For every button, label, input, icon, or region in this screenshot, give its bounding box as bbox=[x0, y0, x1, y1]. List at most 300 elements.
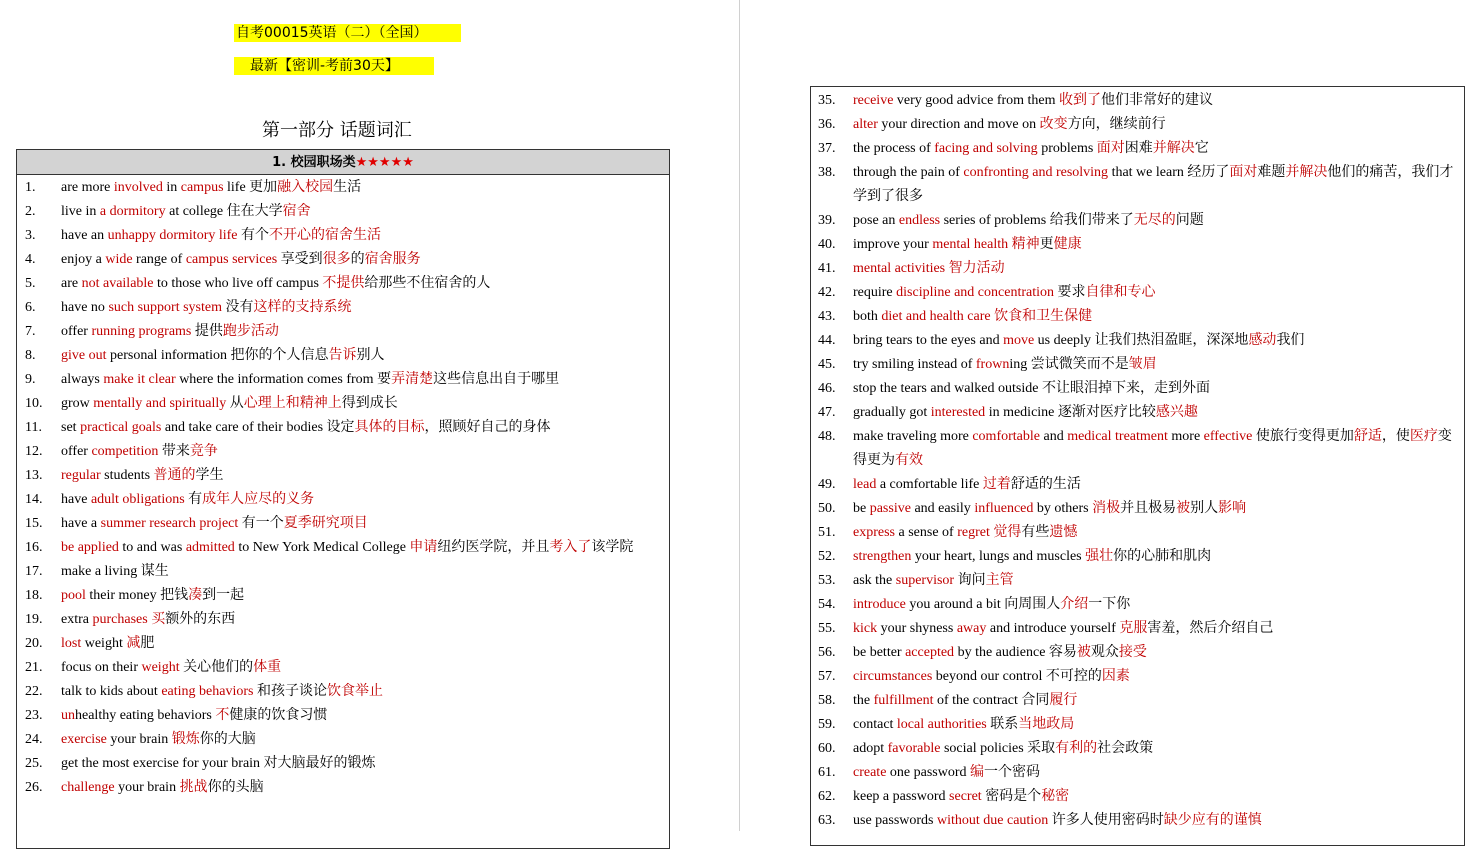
star-rating: ★★★★★ bbox=[355, 155, 414, 170]
text-segment: a sense of bbox=[895, 525, 958, 540]
vocab-item bbox=[17, 344, 669, 368]
item-number: 57. bbox=[818, 669, 836, 684]
vocab-item bbox=[17, 176, 669, 200]
keyword-segment: supervisor bbox=[895, 573, 955, 588]
keyword-segment: 智力活动 bbox=[948, 261, 1005, 276]
text-segment: 的 bbox=[350, 252, 365, 267]
item-number: 3. bbox=[25, 228, 36, 243]
text-segment: to New York Medical College bbox=[234, 540, 410, 555]
item-text bbox=[61, 368, 669, 392]
item-text bbox=[61, 512, 669, 536]
keyword-segment: 强壮 bbox=[1085, 549, 1114, 564]
vocab-item bbox=[811, 377, 1464, 401]
item-text bbox=[853, 713, 1464, 737]
vocab-table-right bbox=[810, 86, 1465, 846]
text-segment: require bbox=[853, 285, 897, 300]
item-number: 49. bbox=[818, 477, 836, 492]
item-number: 21. bbox=[25, 660, 43, 675]
keyword-segment: make it clear bbox=[103, 372, 176, 387]
text-segment: the process of bbox=[853, 141, 935, 156]
text-segment: have an bbox=[61, 228, 108, 243]
text-segment: 密码是个 bbox=[981, 789, 1042, 804]
item-text bbox=[853, 761, 1464, 785]
keyword-segment: 考入了 bbox=[549, 540, 592, 555]
keyword-segment: receive bbox=[853, 93, 894, 108]
item-text bbox=[61, 296, 669, 320]
vocab-item bbox=[811, 161, 1464, 209]
text-segment: your direction and move on bbox=[877, 117, 1040, 132]
item-number: 39. bbox=[818, 213, 836, 228]
keyword-segment: 遗憾 bbox=[1049, 525, 1078, 540]
keyword-segment: weight bbox=[141, 660, 180, 675]
keyword-segment: 收到了 bbox=[1059, 93, 1102, 108]
keyword-segment: 改变 bbox=[1039, 117, 1068, 132]
text-segment: grow bbox=[61, 396, 94, 411]
item-number: 4. bbox=[25, 252, 36, 267]
vocab-item bbox=[17, 560, 669, 584]
text-segment: 你的心肺和肌肉 bbox=[1113, 549, 1212, 564]
text-segment: live in bbox=[61, 204, 100, 219]
vocab-item bbox=[811, 233, 1464, 257]
keyword-segment: competition bbox=[91, 444, 159, 459]
vocab-item bbox=[17, 656, 669, 680]
item-text bbox=[853, 785, 1464, 809]
vocab-item bbox=[17, 296, 669, 320]
item-text bbox=[853, 161, 1464, 209]
keyword-segment: practical goals bbox=[80, 420, 162, 435]
item-number: 35. bbox=[818, 93, 836, 108]
text-segment: at college 住在大学 bbox=[165, 204, 283, 219]
item-text bbox=[61, 680, 669, 704]
keyword-segment: 舒适 bbox=[1353, 429, 1382, 444]
text-segment: range of bbox=[132, 252, 186, 267]
text-segment: series of problems 给我们带来了 bbox=[940, 213, 1134, 228]
keyword-segment: strengthen bbox=[853, 549, 912, 564]
item-text bbox=[853, 137, 1464, 161]
keyword-segment: diet and health care bbox=[881, 309, 991, 324]
keyword-segment: lead bbox=[853, 477, 877, 492]
vocab-item bbox=[17, 272, 669, 296]
keyword-segment: 健康 bbox=[1053, 237, 1082, 252]
text-segment: and bbox=[1039, 429, 1068, 444]
topic-header bbox=[17, 150, 669, 175]
keyword-segment: 精神 bbox=[1011, 237, 1040, 252]
keyword-segment: frown bbox=[975, 357, 1010, 372]
vocab-item bbox=[811, 497, 1464, 521]
item-number: 52. bbox=[818, 549, 836, 564]
keyword-segment: campus bbox=[180, 180, 224, 195]
text-segment: 害羞，然后介绍自己 bbox=[1147, 621, 1274, 636]
text-segment: pose an bbox=[853, 213, 899, 228]
text-segment: be better bbox=[853, 645, 906, 660]
keyword-segment: give out bbox=[61, 348, 107, 363]
item-text bbox=[853, 233, 1464, 257]
item-text bbox=[853, 473, 1464, 497]
keyword-segment: 很多 bbox=[322, 252, 351, 267]
keyword-segment: 主管 bbox=[985, 573, 1014, 588]
text-segment: get the most exercise for your brain 对大脑最好的锻炼 bbox=[61, 756, 376, 771]
keyword-segment: alter bbox=[853, 117, 878, 132]
item-text bbox=[853, 113, 1464, 137]
keyword-segment: challenge bbox=[61, 780, 115, 795]
vocab-item bbox=[811, 545, 1464, 569]
keyword-segment: regular bbox=[61, 468, 101, 483]
keyword-segment: 接受 bbox=[1118, 645, 1147, 660]
text-segment: the bbox=[853, 693, 874, 708]
keyword-segment: 因素 bbox=[1101, 669, 1130, 684]
keyword-segment: 有效 bbox=[895, 453, 923, 468]
vocab-item bbox=[17, 536, 669, 560]
text-segment: use passwords bbox=[853, 813, 937, 828]
keyword-segment: 履行 bbox=[1049, 693, 1078, 708]
item-text bbox=[61, 320, 669, 344]
item-text bbox=[853, 257, 1464, 281]
text-segment: 要求 bbox=[1054, 285, 1086, 300]
item-text bbox=[61, 704, 669, 728]
text-segment: 询问 bbox=[954, 573, 986, 588]
item-number: 18. bbox=[25, 588, 43, 603]
item-number: 48. bbox=[818, 429, 836, 444]
vocab-item bbox=[811, 593, 1464, 617]
item-number: 15. bbox=[25, 516, 43, 531]
item-text bbox=[853, 737, 1464, 761]
text-segment: gradually got bbox=[853, 405, 931, 420]
vocab-item bbox=[811, 89, 1464, 113]
text-segment: 使旅行变得更加 bbox=[1252, 429, 1354, 444]
keyword-segment: 成年人应尽的义务 bbox=[202, 492, 315, 507]
keyword-segment: 夏季研究项目 bbox=[283, 516, 368, 531]
item-number: 58. bbox=[818, 693, 836, 708]
vocab-item bbox=[17, 416, 669, 440]
text-segment: by the audience 容易 bbox=[954, 645, 1077, 660]
text-segment: always bbox=[61, 372, 104, 387]
keyword-segment: 不开心的宿舍生活 bbox=[269, 228, 382, 243]
item-text bbox=[853, 353, 1464, 377]
text-segment: of the contract 合同 bbox=[933, 693, 1050, 708]
vocab-item bbox=[17, 584, 669, 608]
keyword-segment: 跑步活动 bbox=[222, 324, 279, 339]
text-segment: 额外的东西 bbox=[165, 612, 236, 627]
vocab-item bbox=[17, 392, 669, 416]
keyword-segment: purchases bbox=[92, 612, 148, 627]
text-segment: 困难 bbox=[1124, 141, 1153, 156]
text-segment: students bbox=[100, 468, 154, 483]
keyword-segment: medical treatment bbox=[1067, 429, 1168, 444]
vocab-item bbox=[811, 137, 1464, 161]
item-text bbox=[61, 560, 669, 584]
item-number: 20. bbox=[25, 636, 43, 651]
keyword-segment: 宿舍 bbox=[282, 204, 311, 219]
item-text bbox=[61, 752, 669, 776]
keyword-segment: 申请 bbox=[409, 540, 438, 555]
item-text bbox=[61, 488, 669, 512]
vocab-item bbox=[811, 257, 1464, 281]
vocab-list-right bbox=[811, 87, 1464, 833]
text-segment: ing 尝试微笑而不是 bbox=[1009, 357, 1129, 372]
item-number: 56. bbox=[818, 645, 836, 660]
text-segment: are bbox=[61, 276, 82, 291]
item-text bbox=[61, 248, 669, 272]
item-number: 37. bbox=[818, 141, 836, 156]
text-segment: talk to kids about bbox=[61, 684, 162, 699]
text-segment: and introduce yourself bbox=[986, 621, 1120, 636]
item-text bbox=[61, 416, 669, 440]
item-text bbox=[853, 569, 1464, 593]
item-number: 10. bbox=[25, 396, 43, 411]
keyword-segment: 挑战 bbox=[179, 780, 208, 795]
keyword-segment: effective bbox=[1203, 429, 1253, 444]
vocab-item bbox=[811, 353, 1464, 377]
keyword-segment: campus services bbox=[185, 252, 278, 267]
keyword-segment: be applied bbox=[61, 540, 119, 555]
text-segment: 社会政策 bbox=[1097, 741, 1154, 756]
item-text bbox=[61, 608, 669, 632]
text-segment: 该学院 bbox=[591, 540, 634, 555]
item-number: 54. bbox=[818, 597, 836, 612]
keyword-segment: fulfillment bbox=[873, 693, 934, 708]
text-segment: ask the bbox=[853, 573, 896, 588]
keyword-segment: summer research project bbox=[100, 516, 239, 531]
item-text bbox=[853, 665, 1464, 689]
item-number: 62. bbox=[818, 789, 836, 804]
vocab-item bbox=[17, 440, 669, 464]
text-segment: 有一个 bbox=[238, 516, 284, 531]
text-segment: through the pain of bbox=[853, 165, 964, 180]
item-text bbox=[853, 329, 1464, 353]
text-segment: 得到成长 bbox=[341, 396, 398, 411]
vocab-item bbox=[17, 248, 669, 272]
keyword-segment: wide bbox=[105, 252, 133, 267]
keyword-segment: 锻炼 bbox=[171, 732, 200, 747]
text-segment: 肥 bbox=[140, 636, 155, 651]
keyword-segment: 凑 bbox=[188, 588, 203, 603]
text-segment: to those who live off campus bbox=[153, 276, 323, 291]
keyword-segment: exercise bbox=[61, 732, 107, 747]
item-text bbox=[853, 809, 1464, 833]
text-segment: extra bbox=[61, 612, 93, 627]
keyword-segment: without due caution bbox=[937, 813, 1049, 828]
item-text bbox=[853, 425, 1464, 473]
keyword-segment: 买 bbox=[151, 612, 166, 627]
item-number: 36. bbox=[818, 117, 836, 132]
item-number: 7. bbox=[25, 324, 36, 339]
text-segment: 和孩子谈论 bbox=[253, 684, 327, 699]
topic-label: 1. 校园职场类 bbox=[272, 155, 356, 170]
item-text bbox=[61, 344, 669, 368]
vocab-item bbox=[17, 512, 669, 536]
text-segment: offer bbox=[61, 324, 92, 339]
text-segment: their money 把钱 bbox=[85, 588, 189, 603]
text-segment: 健康的饮食习惯 bbox=[229, 708, 328, 723]
keyword-segment: 过着 bbox=[982, 477, 1011, 492]
item-number: 51. bbox=[818, 525, 836, 540]
text-segment: 观众 bbox=[1090, 645, 1119, 660]
text-segment: ，使 bbox=[1381, 429, 1410, 444]
item-number: 1. bbox=[25, 180, 36, 195]
text-segment: make a living 谋生 bbox=[61, 564, 169, 579]
item-number: 24. bbox=[25, 732, 43, 747]
keyword-segment: 感兴趣 bbox=[1155, 405, 1198, 420]
keyword-segment: create bbox=[853, 765, 887, 780]
keyword-segment: 感动 bbox=[1248, 333, 1277, 348]
text-segment: that we learn 经历了 bbox=[1108, 165, 1230, 180]
item-text bbox=[61, 176, 669, 200]
item-number: 11. bbox=[25, 420, 42, 435]
text-segment: 一个密码 bbox=[984, 765, 1041, 780]
vocab-item bbox=[811, 281, 1464, 305]
vocab-item bbox=[811, 113, 1464, 137]
item-text bbox=[61, 224, 669, 248]
text-segment: 变得更为 bbox=[853, 429, 1452, 468]
keyword-segment: 医疗 bbox=[1409, 429, 1438, 444]
vocab-item bbox=[811, 305, 1464, 329]
keyword-segment: 编 bbox=[970, 765, 985, 780]
text-segment: where the information comes from 要 bbox=[175, 372, 392, 387]
text-segment: your brain bbox=[106, 732, 172, 747]
keyword-segment: favorable bbox=[887, 741, 941, 756]
item-text bbox=[853, 305, 1464, 329]
keyword-segment: comfortable bbox=[972, 429, 1040, 444]
keyword-segment: confronting and resolving bbox=[963, 165, 1109, 180]
text-segment: 你的大脑 bbox=[199, 732, 256, 747]
item-number: 23. bbox=[25, 708, 43, 723]
item-number: 26. bbox=[25, 780, 43, 795]
keyword-segment: 秘密 bbox=[1041, 789, 1070, 804]
keyword-segment: 消极 bbox=[1092, 501, 1121, 516]
item-number: 12. bbox=[25, 444, 43, 459]
text-segment: to and was bbox=[118, 540, 186, 555]
keyword-segment: 心理上和精神上 bbox=[243, 396, 342, 411]
item-text bbox=[853, 521, 1464, 545]
item-number: 50. bbox=[818, 501, 836, 516]
vocab-item bbox=[811, 809, 1464, 833]
item-number: 41. bbox=[818, 261, 836, 276]
keyword-segment: such support system bbox=[108, 300, 222, 315]
item-number: 16. bbox=[25, 540, 43, 555]
keyword-segment: introduce bbox=[853, 597, 906, 612]
item-text bbox=[61, 728, 669, 752]
item-number: 2. bbox=[25, 204, 36, 219]
text-segment: 舒适的生活 bbox=[1010, 477, 1081, 492]
vocab-item bbox=[811, 665, 1464, 689]
vocab-item bbox=[811, 617, 1464, 641]
keyword-segment: mental activities bbox=[853, 261, 946, 276]
keyword-segment: 融入校园 bbox=[277, 180, 334, 195]
keyword-segment: not available bbox=[81, 276, 154, 291]
keyword-segment: 面对 bbox=[1096, 141, 1125, 156]
item-text bbox=[61, 584, 669, 608]
keyword-segment: eating behaviors bbox=[161, 684, 254, 699]
item-number: 46. bbox=[818, 381, 836, 396]
text-segment: 生活 bbox=[333, 180, 362, 195]
vocab-item bbox=[17, 704, 669, 728]
text-segment: 有个 bbox=[237, 228, 270, 243]
keyword-segment: move bbox=[1003, 333, 1035, 348]
item-number: 60. bbox=[818, 741, 836, 756]
text-segment: personal information 把你的个人信息 bbox=[106, 348, 329, 363]
text-segment: 一下你 bbox=[1088, 597, 1131, 612]
text-segment: 别人 bbox=[1190, 501, 1219, 516]
item-number: 47. bbox=[818, 405, 836, 420]
text-segment: 这些信息出自于哪里 bbox=[433, 372, 560, 387]
vocab-item bbox=[811, 569, 1464, 593]
item-text bbox=[61, 464, 669, 488]
vocab-item bbox=[17, 680, 669, 704]
item-number: 38. bbox=[818, 165, 836, 180]
keyword-segment: 具体的目标 bbox=[354, 420, 425, 435]
document-subtitle: 最新【密训-考前30天】 bbox=[234, 57, 434, 75]
text-segment: focus on their bbox=[61, 660, 142, 675]
keyword-segment: interested bbox=[930, 405, 986, 420]
text-segment: 许多人使用密码时 bbox=[1048, 813, 1164, 828]
item-text bbox=[61, 200, 669, 224]
item-number: 5. bbox=[25, 276, 36, 291]
keyword-segment: influenced bbox=[974, 501, 1034, 516]
vocab-item bbox=[811, 401, 1464, 425]
item-number: 43. bbox=[818, 309, 836, 324]
item-number: 59. bbox=[818, 717, 836, 732]
text-segment: 没有 bbox=[222, 300, 254, 315]
item-text bbox=[853, 617, 1464, 641]
item-number: 25. bbox=[25, 756, 43, 771]
text-segment: are more bbox=[61, 180, 114, 195]
item-number: 42. bbox=[818, 285, 836, 300]
vocab-item bbox=[17, 200, 669, 224]
text-segment: in medicine 逐渐对医疗比较 bbox=[985, 405, 1156, 420]
text-segment: have bbox=[61, 492, 91, 507]
vocab-item bbox=[811, 737, 1464, 761]
keyword-segment: admitted bbox=[185, 540, 235, 555]
text-segment: 提供 bbox=[191, 324, 223, 339]
keyword-segment: facing and solving bbox=[934, 141, 1038, 156]
text-segment: be bbox=[853, 501, 870, 516]
text-segment: 给那些不住宿舍的人 bbox=[364, 276, 491, 291]
text-segment: make traveling more bbox=[853, 429, 973, 444]
keyword-segment: a dormitory bbox=[99, 204, 166, 219]
keyword-segment: 影响 bbox=[1218, 501, 1247, 516]
vocab-item bbox=[811, 785, 1464, 809]
vocab-list-left bbox=[17, 175, 669, 800]
text-segment: 关心他们的 bbox=[179, 660, 254, 675]
keyword-segment: kick bbox=[853, 621, 878, 636]
text-segment: 它 bbox=[1194, 141, 1209, 156]
text-segment: have a bbox=[61, 516, 101, 531]
keyword-segment: 体重 bbox=[253, 660, 282, 675]
keyword-segment: endless bbox=[898, 213, 941, 228]
keyword-segment: lost bbox=[61, 636, 82, 651]
item-text bbox=[61, 272, 669, 296]
text-segment: us deeply 让我们热泪盈眶，深深地 bbox=[1034, 333, 1249, 348]
item-text bbox=[853, 281, 1464, 305]
keyword-segment: 无尽的 bbox=[1133, 213, 1176, 228]
item-text bbox=[853, 545, 1464, 569]
keyword-segment: 克服 bbox=[1119, 621, 1148, 636]
vocab-item bbox=[17, 632, 669, 656]
text-segment: 更 bbox=[1039, 237, 1054, 252]
item-text bbox=[853, 209, 1464, 233]
item-text bbox=[853, 497, 1464, 521]
text-segment: 联系 bbox=[986, 717, 1019, 732]
section-title: 第一部分 话题词汇 bbox=[262, 120, 412, 141]
vocab-item bbox=[17, 464, 669, 488]
keyword-segment: 当地政局 bbox=[1018, 717, 1075, 732]
keyword-segment: 饮食和卫生保健 bbox=[994, 309, 1093, 324]
text-segment: your brain bbox=[114, 780, 180, 795]
item-number: 63. bbox=[818, 813, 836, 828]
keyword-segment: 弄清楚 bbox=[391, 372, 434, 387]
text-segment: by others bbox=[1033, 501, 1093, 516]
keyword-segment: un bbox=[61, 708, 75, 723]
